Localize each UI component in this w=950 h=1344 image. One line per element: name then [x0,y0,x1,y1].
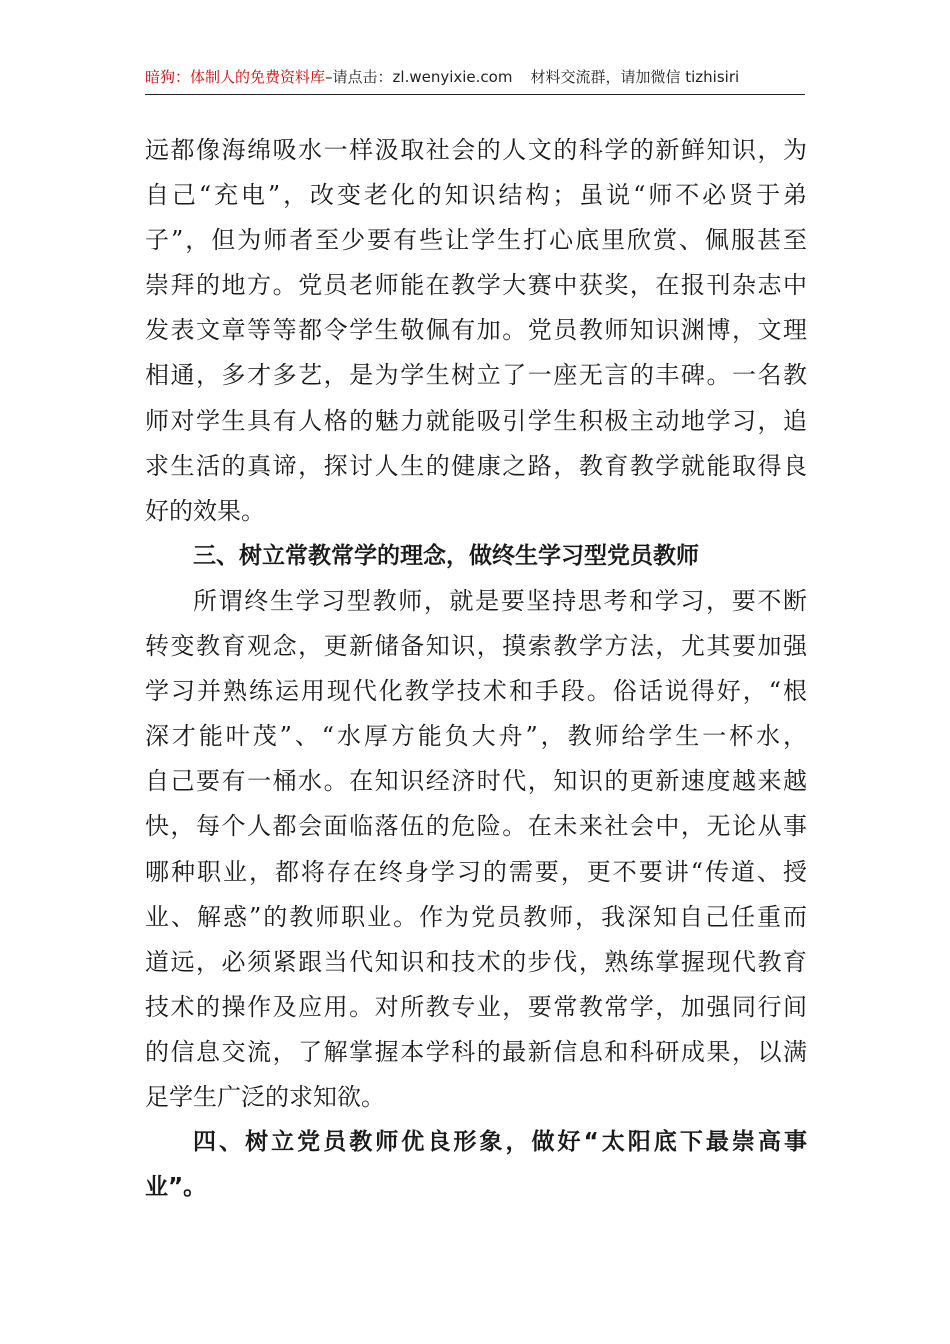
page-header [145,62,805,95]
text-line: 相通，多才多艺，是为学生树立了一座无言的丰碑。一名教 [145,361,807,390]
text-line: 自己“充电”，改变老化的知识结构；虽说“师不必贤于弟 [145,181,807,210]
text-line: 好的效果。 [145,496,265,525]
text-line: 深才能叶茂”、“水厚方能负大舟”，教师给学生一杯水， [145,722,807,751]
text-line: 自己要有一桶水。在知识经济时代，知识的更新速度越来越 [145,767,807,796]
section-heading-4: 四、树立党员教师优良形象，做好“太阳底下最崇高事 [193,1129,807,1156]
section-heading-4-continuation: 业”。 [145,1174,207,1201]
paragraph-1 [145,128,807,534]
text-line: 快，每个人都会面临落伍的危险。在未来社会中，无论从事 [145,812,807,841]
header-site-name: 暗狗：体制人的免费资料库 [145,68,326,86]
header-url-link[interactable]: zl.wenyixie.com [392,68,513,86]
document-body [145,128,807,1210]
header-click-prompt: –请点击： [325,68,393,86]
text-line: 业、解惑”的教师职业。作为党员教师，我深知自己任重而 [145,902,807,931]
text-line: 技术的操作及应用。对所教专业，要常教常学，加强同行间 [145,992,807,1021]
text-line: 求生活的真谛，探讨人生的健康之路，教育教学就能取得良 [145,451,807,480]
text-line: 学习并熟练运用现代化教学技术和手段。俗话说得好，“根 [145,677,807,706]
text-line: 师对学生具有人格的魅力就能吸引学生积极主动地学习，追 [145,406,807,435]
paragraph-2 [145,579,807,1120]
text-line: 哪种职业，都将存在终身学习的需要，更不要讲“传道、授 [145,857,807,886]
text-line: 所谓终生学习型教师，就是要坚持思考和学习，要不断 [193,586,807,615]
text-line: 转变教育观念，更新储备知识，摸索教学方法，尤其要加强 [145,632,807,661]
text-line: 子”，但为师者至少要有些让学生打心底里欣赏、佩服甚至 [145,226,807,255]
header-wechat-note: 材料交流群，请加微信 tizhisiri [530,68,740,86]
section-heading-3: 三、树立常教常学的理念，做终生学习型党员教师 [193,542,699,569]
text-line: 发表文章等等都令学生敬佩有加。党员教师知识渊博，文理 [145,316,807,345]
text-line: 足学生广泛的求知欲。 [145,1082,385,1111]
text-line: 崇拜的地方。党员老师能在教学大赛中获奖，在报刊杂志中 [145,271,807,300]
text-line: 道远，必须紧跟当代知识和技术的步伐，熟练掌握现代教育 [145,947,807,976]
text-line: 远都像海绵吸水一样汲取社会的人文的科学的新鲜知识，为 [145,136,807,164]
text-line: 的信息交流，了解掌握本学科的最新信息和科研成果，以满 [145,1037,807,1066]
